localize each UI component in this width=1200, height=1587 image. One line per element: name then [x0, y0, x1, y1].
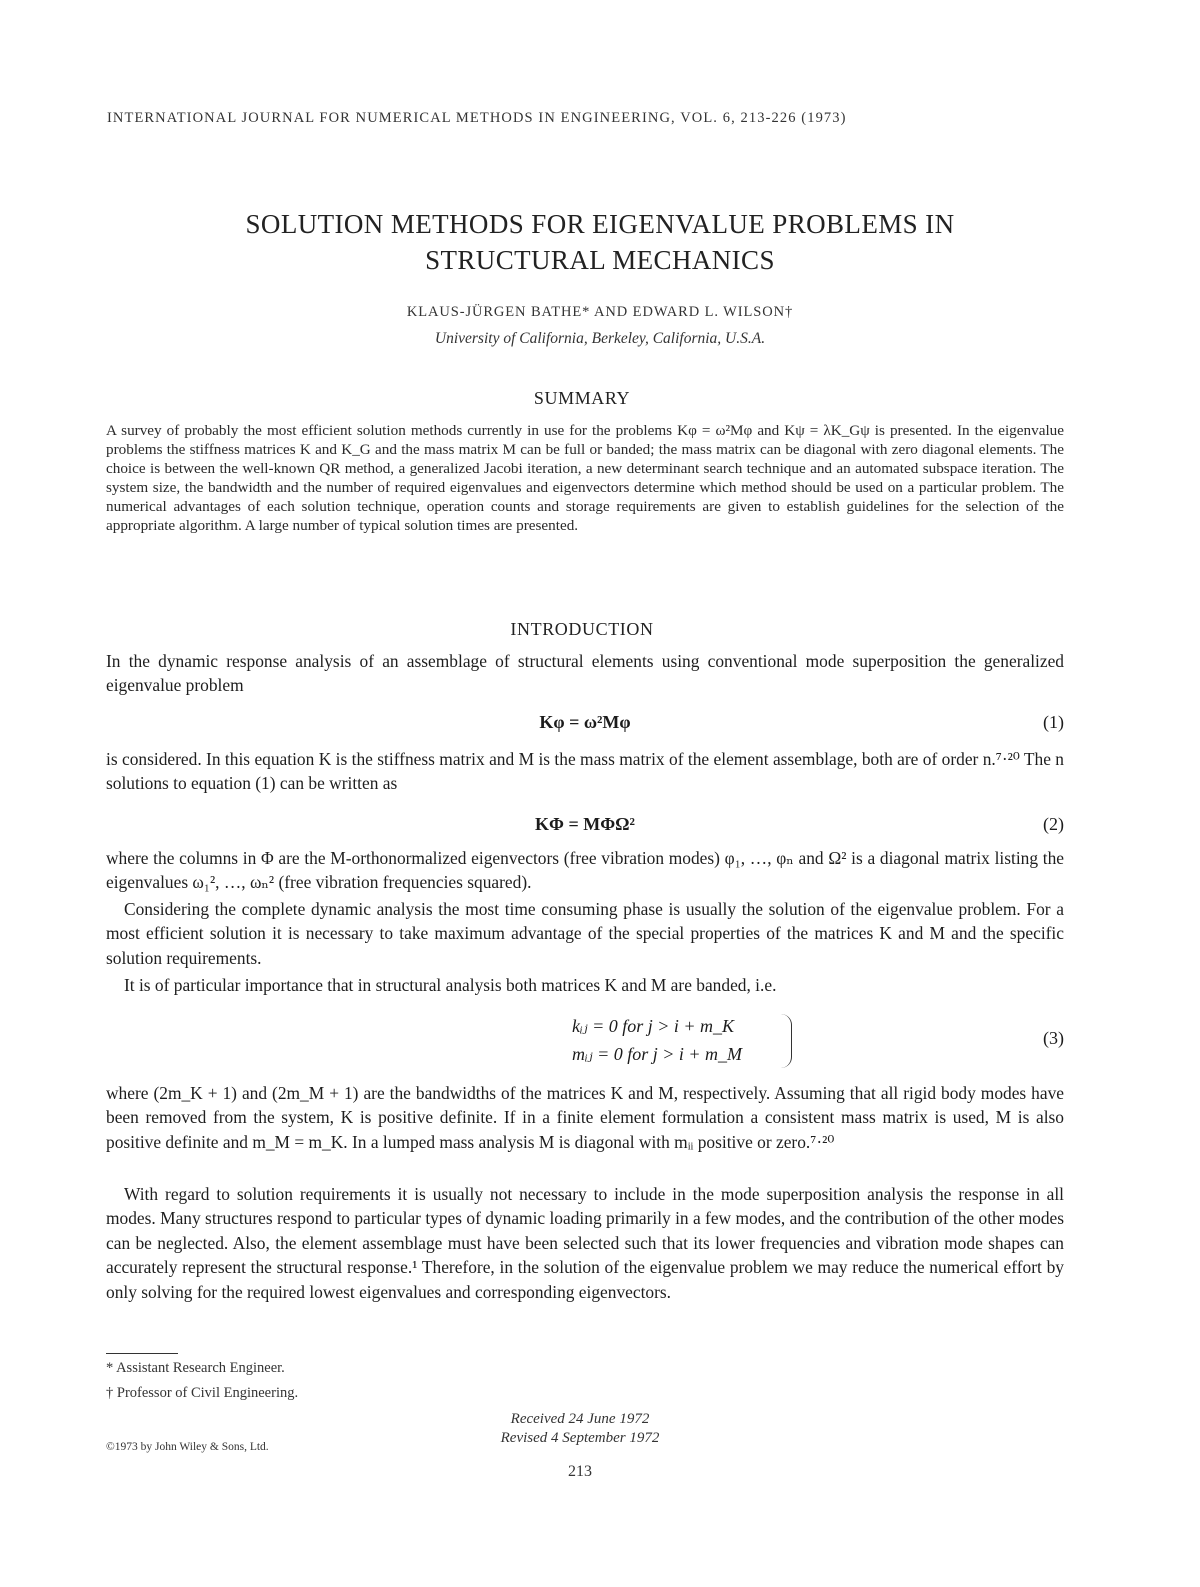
- intro-paragraph-4: Considering the complete dynamic analysis the most time consuming phase is usually the solution of the eigenvalue problem. For a most efficient solution it is necessary to take maximum advantage of the special properties of the matrices K and M and the specific solution requirements.: [106, 899, 1064, 968]
- equation-2-number: (2): [1043, 814, 1064, 834]
- author-affiliation: University of California, Berkeley, California, U.S.A.: [434, 330, 766, 347]
- footnote-rule: [106, 1353, 178, 1354]
- equation-3-row-1: kᵢⱼ = 0 for j > i + m_K: [572, 1016, 735, 1036]
- equation-1-number: (1): [1043, 712, 1064, 732]
- received-date: Received 24 June 1972: [510, 1411, 650, 1427]
- equation-3: [106, 1012, 1064, 1074]
- intro-paragraph-6: where (2m_K + 1) and (2m_M + 1) are the bandwidths of the matrices K and M, respectively. Assuming that all rigid body modes have been removed from the system, K is positive definite. If in a finite element formulation a consistent mass matrix is used, M is also positive definite and m_M = m_K. In a lumped mass analysis M is diagonal with mᵢᵢ positive or zero.⁷·²⁰: [106, 1083, 1064, 1152]
- copyright-notice: ©1973 by John Wiley & Sons, Ltd.: [106, 1441, 269, 1453]
- footnote-1: * Assistant Research Engineer.: [106, 1360, 285, 1376]
- intro-paragraph-1: In the dynamic response analysis of an assemblage of structural elements using conventional mode superposition the generalized eigenvalue problem: [106, 651, 1064, 696]
- intro-paragraph-3: where the columns in Φ are the M-orthonormalized eigenvectors (free vibration modes) φ₁, …, φₙ and Ω² is a diagonal matrix listing the eigenvalues ω₁², …, ωₙ² (free vibration frequencies squared).: [106, 848, 1064, 893]
- paper-title-line-2: STRUCTURAL MECHANICS: [425, 245, 775, 275]
- equation-3-brace: [781, 1014, 792, 1068]
- equation-3-rows: [572, 1012, 742, 1068]
- equation-3-row-2: mᵢⱼ = 0 for j > i + m_M: [572, 1044, 743, 1064]
- journal-header: INTERNATIONAL JOURNAL FOR NUMERICAL METHODS IN ENGINEERING, VOL. 6, 213-226 (1973): [107, 110, 847, 126]
- equation-1: [106, 709, 1064, 735]
- summary-heading: SUMMARY: [533, 388, 631, 408]
- equation-2-formula: KΦ = MΦΩ²: [535, 814, 635, 834]
- intro-paragraph-7: With regard to solution requirements it is usually not necessary to include in the mode superposition analysis the response in all modes. Many structures respond to particular types of dynamic loading primarily in a few modes, and the contribution of the other modes can be neglected. Also, the element assemblage must have been selected such that its lower frequencies and vibration mode shapes can accurately represent the structural response.¹ Therefore, in the solution of the eigenvalue problem we may reduce the numerical effort by only solving for the required lowest eigenvalues and corresponding eigenvectors.: [106, 1184, 1064, 1302]
- paper-title-line-1: SOLUTION METHODS FOR EIGENVALUE PROBLEMS IN: [245, 209, 955, 239]
- equation-2: [106, 811, 1064, 837]
- page-number: 213: [568, 1463, 592, 1480]
- intro-paragraph-5: It is of particular importance that in structural analysis both matrices K and M are banded, i.e.: [124, 975, 777, 995]
- equation-3-number: (3): [1043, 1028, 1064, 1048]
- footnote-2: † Professor of Civil Engineering.: [106, 1385, 299, 1401]
- author-names: KLAUS-JÜRGEN BATHE* AND EDWARD L. WILSON†: [406, 304, 794, 320]
- intro-paragraph-2: is considered. In this equation K is the stiffness matrix and M is the mass matrix of the element assemblage, both are of order n.⁷·²⁰ The n solutions to equation (1) can be written as: [106, 749, 1064, 794]
- summary-text: A survey of probably the most efficient solution methods currently in use for the problems Kφ = ω²Mφ and Kψ = λK_Gψ is presented. In the eigenvalue problems the stiffness matrices K and K_G and the mass matrix M can be full or banded; the mass matrix can be diagonal with zero diagonal elements. The choice is between the well-known QR method, a generalized Jacobi iteration, a new determinant search technique and an automated subspace iteration. The system size, the bandwidth and the number of required eigenvalues and eigenvectors determine which method should be used on a particular problem. The numerical advantages of each solution technique, operation counts and storage requirements are given to establish guidelines for the selection of the appropriate algorithm. A large number of typical solution times are presented.: [106, 422, 1064, 535]
- equation-1-formula: Kφ = ω²Mφ: [539, 712, 631, 732]
- revised-date: Revised 4 September 1972: [500, 1430, 660, 1446]
- introduction-heading: INTRODUCTION: [510, 619, 654, 639]
